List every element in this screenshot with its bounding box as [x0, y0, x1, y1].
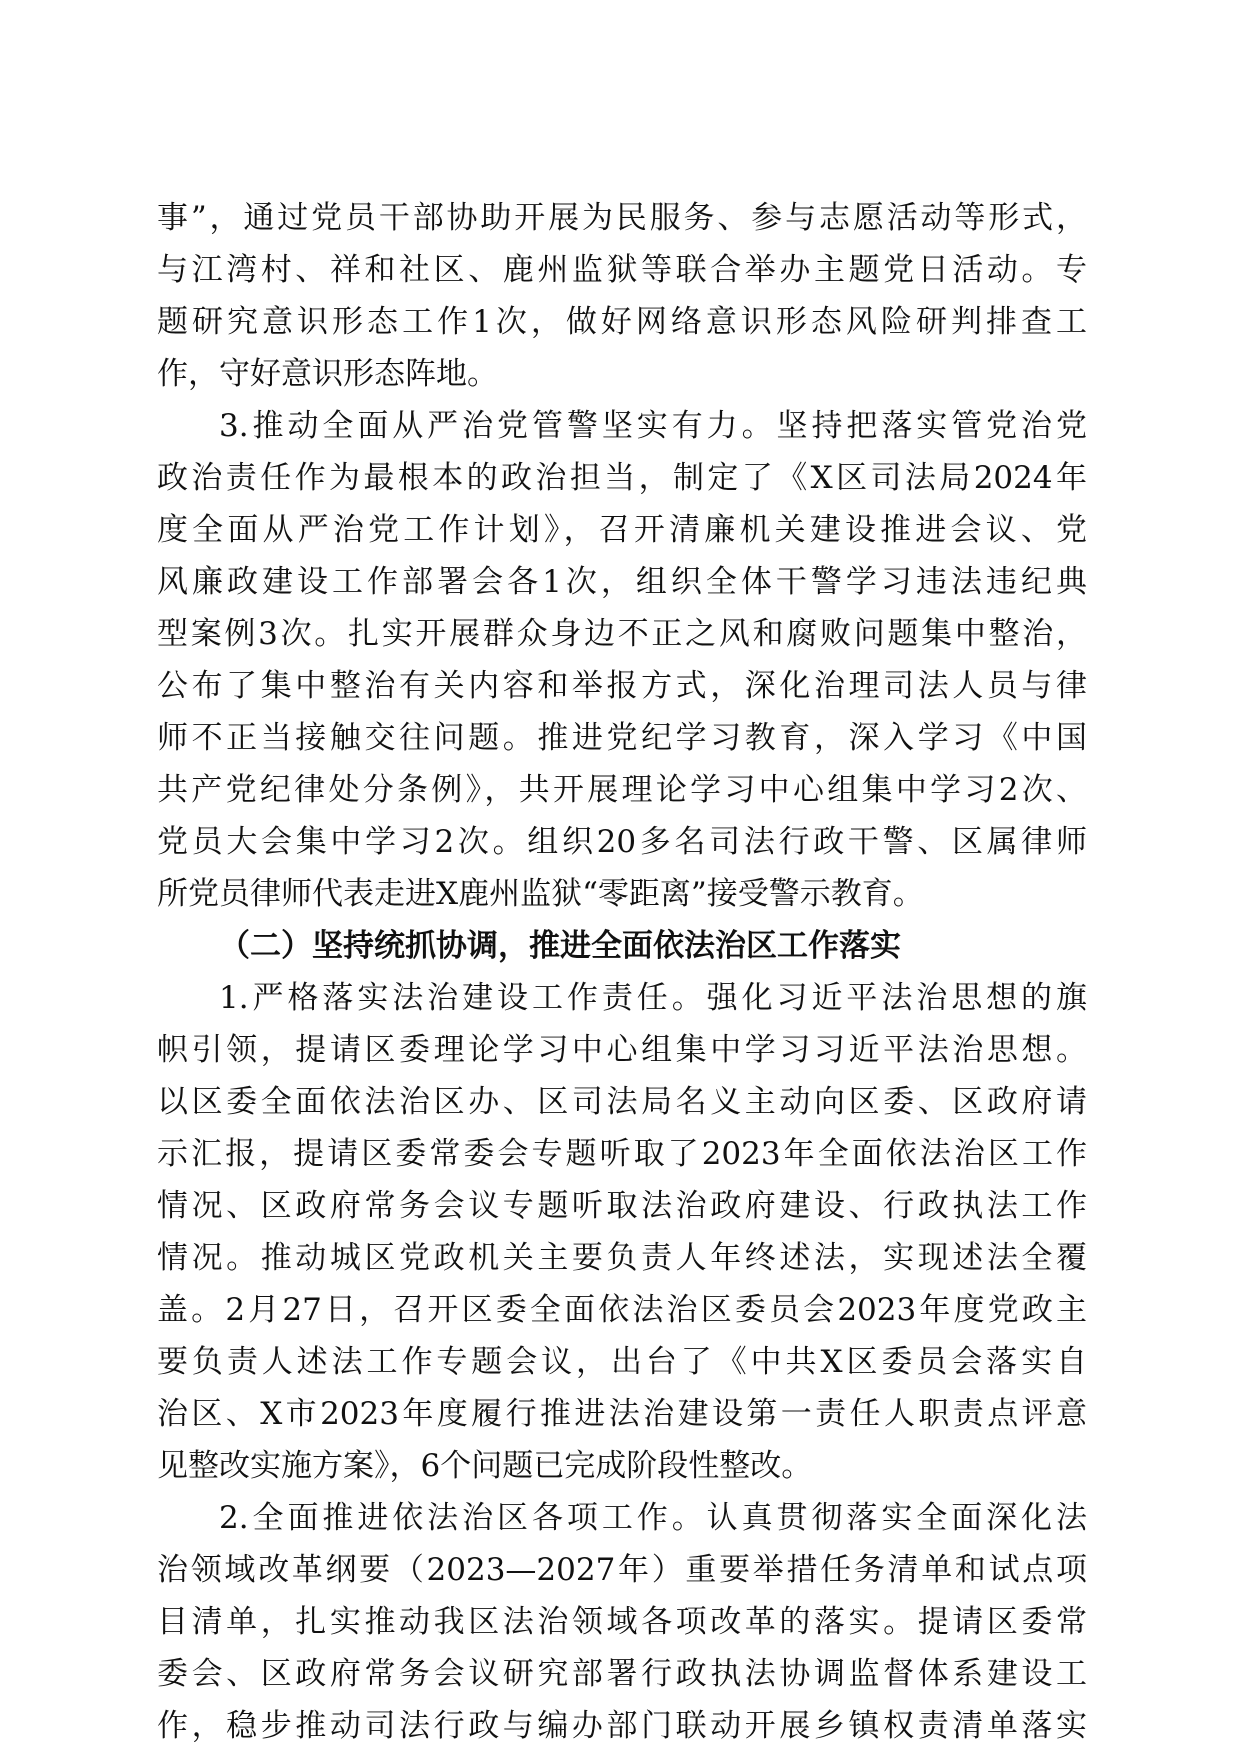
text-line: 型案例3次。扎实开展群众身边不正之风和腐败问题集中整治，: [157, 616, 1087, 652]
text-line: 度全面从严治党工作计划》，召开清廉机关建设推进会议、党: [157, 512, 1087, 548]
text-line: 与江湾村、祥和社区、鹿州监狱等联合举办主题党日活动。专: [157, 252, 1087, 288]
text-line: 所党员律师代表走进X鹿州监狱“零距离”接受警示教育。: [157, 876, 924, 912]
section-heading: （二）坚持统抓协调，推进全面依法治区工作落实: [219, 928, 901, 964]
text-line: 帜引领，提请区委理论学习中心组集中学习习近平法治思想。: [157, 1032, 1087, 1068]
text-line: 要负责人述法工作专题会议，出台了《中共X区委员会落实自: [157, 1344, 1087, 1380]
text-line: 公布了集中整治有关内容和举报方式，深化治理司法人员与律: [157, 668, 1087, 704]
text-line: 1.严格落实法治建设工作责任。强化习近平法治思想的旗: [219, 980, 1087, 1016]
text-line: 政治责任作为最根本的政治担当，制定了《X区司法局2024年: [157, 460, 1087, 496]
document-body: [157, 192, 1087, 1752]
text-line: 3.推动全面从严治党管警坚实有力。坚持把落实管党治党: [219, 408, 1087, 444]
text-line: 师不正当接触交往问题。推进党纪学习教育，深入学习《中国: [157, 720, 1087, 756]
text-line: 共产党纪律处分条例》，共开展理论学习中心组集中学习2次、: [157, 772, 1087, 808]
text-line: 以区委全面依法治区办、区司法局名义主动向区委、区政府请: [157, 1084, 1087, 1120]
text-line: 作，守好意识形态阵地。: [157, 356, 498, 392]
text-line: 党员大会集中学习2次。组织20多名司法行政干警、区属律师: [157, 824, 1087, 860]
text-line: 情况、区政府常务会议专题听取法治政府建设、行政执法工作: [157, 1188, 1087, 1224]
text-line: 题研究意识形态工作1次，做好网络意识形态风险研判排查工: [157, 304, 1087, 340]
text-line: 盖。2月27日，召开区委全面依法治区委员会2023年度党政主: [157, 1292, 1087, 1328]
text-line: 示汇报，提请区委常委会专题听取了2023年全面依法治区工作: [157, 1136, 1087, 1172]
text-line: 见整改实施方案》，6个问题已完成阶段性整改。: [157, 1448, 813, 1484]
text-line: 情况。推动城区党政机关主要负责人年终述法，实现述法全覆: [157, 1240, 1087, 1276]
text-line: 风廉政建设工作部署会各1次，组织全体干警学习违法违纪典: [157, 564, 1087, 600]
text-line: 治领域改革纲要（2023—2027年）重要举措任务清单和试点项: [157, 1552, 1087, 1588]
text-line: 事”，通过党员干部协助开展为民服务、参与志愿活动等形式，: [157, 200, 1087, 236]
text-line: 目清单，扎实推动我区法治领域各项改革的落实。提请区委常: [157, 1604, 1087, 1640]
text-line: 委会、区政府常务会议研究部署行政执法协调监督体系建设工: [157, 1656, 1087, 1692]
text-line: 作，稳步推动司法行政与编办部门联动开展乡镇权责清单落实: [157, 1708, 1087, 1744]
text-line: 治区、X市2023年度履行推进法治建设第一责任人职责点评意: [157, 1396, 1087, 1432]
text-line: 2.全面推进依法治区各项工作。认真贯彻落实全面深化法: [219, 1500, 1087, 1536]
